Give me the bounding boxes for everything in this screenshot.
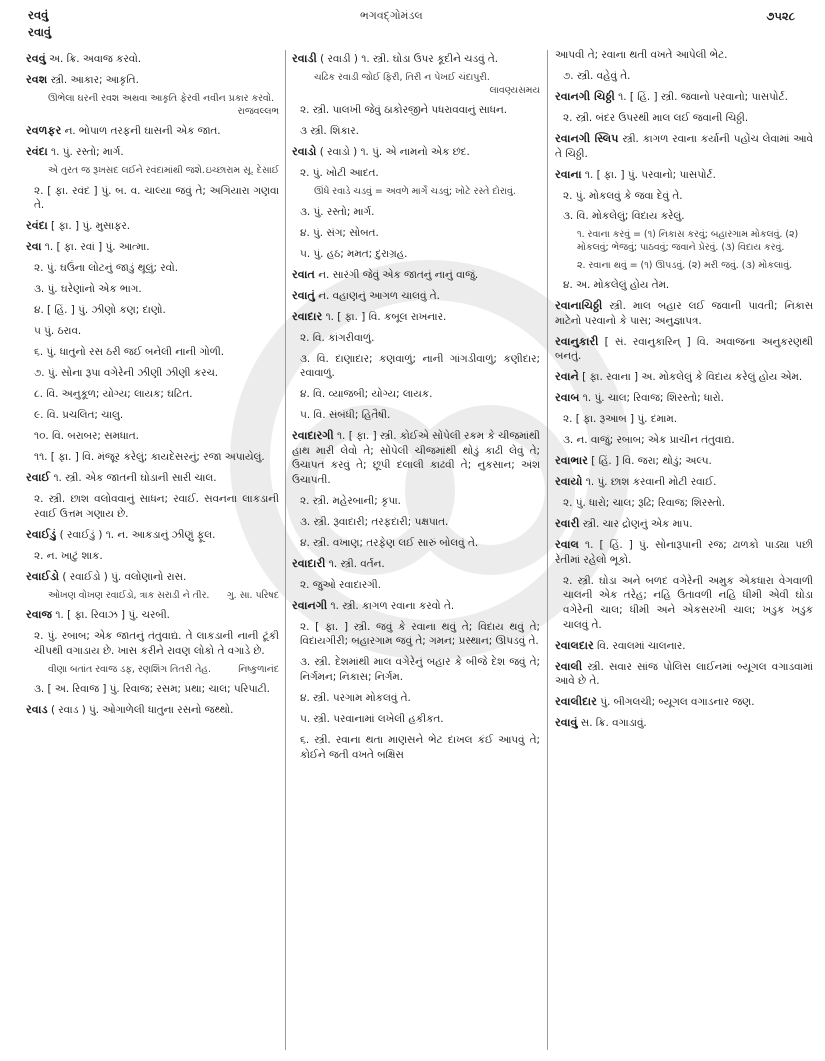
dictionary-entry [26, 145, 279, 160]
definition: ( રવાઈડું ) ૧. ન. આકડાનું ઝીણું ફૂલ. [56, 528, 216, 541]
sense-definition: ૪. અ. મોકલેલું હોય તેમ. [563, 279, 670, 292]
quotation-text: ઊભેલા ઘરની રવશ અથવા આકૃતિ ફેરવી નવીન પ્રકાર કરવો. [48, 92, 275, 104]
sense-definition: ૨. જુઓ રવાદારગી. [300, 578, 382, 591]
headword: રવાજ [26, 608, 53, 622]
sense-definition: ૩. [ અ. રિવાજ ] પું. રિવાજ; રસમ; પ્રથા; ચાલ; પરિપાટી. [34, 682, 270, 695]
definition: સ્ત્રી. આકાર; આકૃતિ. [47, 73, 139, 86]
usage-quotation [48, 589, 279, 602]
headword: રવાલીદાર [555, 695, 597, 709]
usage-quotation [577, 228, 813, 254]
sense-definition: ૨. [ ફા. રૂઆબ ] પું. દમામ. [563, 413, 678, 426]
sense-definition: ૫. વિ. સંબંધી; હિતૈષી. [300, 409, 391, 422]
usage-quotation [48, 92, 279, 118]
column-divider [285, 50, 286, 1050]
sense-definition: ૧૦. વિ. બરાબર; સમધાત. [34, 430, 139, 443]
headword: રવશ [26, 72, 48, 86]
headword: રવાના [555, 167, 582, 181]
sense-definition: ૨. સ્ત્રી. બંદર ઉપરથી માલ લઈ જવાની ચિઠ્ઠી. [563, 111, 749, 124]
column-divider [547, 50, 548, 1050]
quotation-source: ઇચ્છારામ સૂ. દેસાઈ [205, 165, 279, 177]
sense-definition: ૪. સ્ત્રી. પરગામ મોકલવું તે. [300, 691, 411, 704]
dictionary-entry [292, 289, 540, 304]
definition: સ્ત્રી. સવાર સાંજ પોલિસ લાઈનમાં બ્યૂગલ વગાડવામાં આવે છે તે. [555, 660, 813, 688]
dictionary-entry [292, 310, 540, 325]
sense-definition: ૨. પું. ખોટી આદત. [300, 167, 379, 180]
definition: ૧. [ હિં. ] પું. સોનારૂપાની રજ; ઢાળકો પાડ્યા પછી રેતીમાં રહેલો ભૂકો. [555, 539, 813, 566]
dictionary-entry [26, 219, 279, 234]
dictionary-entry [555, 660, 813, 689]
dictionary-entry [26, 528, 279, 543]
sense-definition: ૬. સ્ત્રી. રવાના થતા માણસને ભેટ દાખલ કંઈ આપવું તે; કોઈને જતી વખતે બક્ષિસ [300, 733, 540, 761]
definition: ( રવાડ ) પું. ઓગાળેલી ધાતુના રસનો જથ્થો. [47, 703, 234, 716]
dictionary-entry [292, 429, 540, 487]
sense-definition: ૨. સ્ત્રી. પાલખી જેવું ઠાકોરજીને પધરાવવાનું સાધન. [300, 104, 508, 117]
headword: રવાલી [555, 659, 583, 673]
dictionary-entry [26, 471, 279, 486]
quotation-text: ઊંધે રવાડે ચડવું = અવળે માર્ગે ચડવું; ખોટે રસ્તે દોરાવું. [314, 186, 516, 198]
headword: રવાવું [555, 716, 578, 730]
quotation-source: રાજવલ્લભ [237, 105, 279, 117]
definition: ( રવાડી ) ૧. સ્ત્રી. ઘોડા ઉપર કૂદીને ચડવું તે. [316, 53, 499, 65]
sense-definition: ૪. વિ. વ્યાજબી; યોગ્ય; લાયક. [300, 388, 433, 401]
definition: ૧. સ્ત્રી. કાગળ રવાના કરવો તે. [327, 599, 455, 612]
headword: રવાઈ [26, 471, 51, 485]
headword: રવાડ [26, 702, 48, 716]
dictionary-entry [292, 599, 540, 614]
headword: રવાઈડું [26, 527, 57, 541]
sense-definition: ૨. [ ફા. ] સ્ત્રી. જવું કે રવાના થવું તે; વિદાય થવું તે; વિદાયગીરી; બહારગામ જવું તે; ગમન; પ્રસ્થાન; ઊપડવું તે. [300, 620, 540, 648]
definition: ૧. [ ફા. રવાં ] પું. આત્મા. [41, 241, 150, 254]
dictionary-entry [292, 557, 540, 572]
sense-definition: ૩. વિ. મોકલેલું; વિદાય કરેલું. [563, 210, 685, 223]
headword: રવાદારી [292, 556, 326, 570]
dictionary-entry [555, 132, 813, 161]
quotation-text: ૨. રવાના થવું = (૧) ઊપડવું. (૨) મરી જવું. (૩) મોકલાવું. [577, 259, 793, 271]
dictionary-column-3 [555, 49, 813, 737]
sense-definition: ૩. સ્ત્રી. રૂવાદારી; તરફદારી; પક્ષપાત. [300, 515, 449, 528]
usage-quotation [577, 259, 813, 272]
dictionary-entry [26, 240, 279, 255]
headword: રવાડો [292, 145, 317, 159]
quotation-text: ઓખણ વોખણ રવાઈડો, ત્રાક સરાડી ને તીર. [48, 589, 210, 601]
definition: ૧. [ ફા. ] વિ. કબૂલ રાખનાર. [322, 310, 447, 323]
dictionary-column-2 [292, 52, 540, 769]
sense-definition: ૨. [ ફા. રવંદ ] પું. બ. વ. ચાલ્યા જવું તે; અગિયારા ગણવા તે. [34, 184, 279, 212]
definition: ૧. પું. ચાલ; રિવાજ; શિરસ્તો; ધારો. [579, 392, 724, 405]
sense-definition: ૩. વિ. દાણાદાર; કણવાળું; નાની ગાંગડીવાળું; કણીદાર; રવાવાળું. [300, 352, 540, 380]
definition: ૧. [ ફા. ] પું. પરવાનો; પાસપોર્ટ. [581, 168, 716, 181]
sense-definition: ૫. સ્ત્રી. પરવાનામાં લખેલી હકીકત. [300, 712, 444, 725]
headword: રવાનગી સ્લિપ [555, 131, 619, 145]
definition: ૧. [ હિં. ] સ્ત્રી. જવાનો પરવાનો; પાસપોર્ટ. [614, 90, 788, 103]
definition: [ હિં. ] વિ. જરા; થોડું; અલ્પ. [587, 455, 712, 468]
sense-definition: ૨. પું. રબાબ; એક જાતનું તંતુવાદ્ય. તે લાકડાની નાની ટૂંકી ચીપથી વગાડાય છે. ખાસ કરીને રાવણ લોકો તે વગાડે છે. [34, 630, 279, 657]
continued-definition: આપવી તે; રવાના થતી વખતે આપેલી ભેટ. [555, 49, 728, 61]
sense-definition: ૨. સ્ત્રી. મહેરબાની; કૃપા. [300, 494, 401, 507]
headword: રવાદારગી [292, 429, 334, 443]
definition: ૧. સ્ત્રી. વર્તન. [325, 557, 385, 570]
definition: પું. બીગલચી; બ્યૂગલ વગાડનાર જણ. [596, 696, 755, 709]
headword: રવંદા [26, 145, 48, 159]
running-title: ભગવદ્ગોમંડલ [360, 9, 423, 22]
dictionary-entry [555, 299, 813, 328]
definition: ૧. સ્ત્રી. એક જાતની ઘોડાની સારી ચાલ. [50, 472, 217, 485]
definition: સ્ત્રી. કાગળ રવાના કર્યાની પહોંચ લેવામાં આવે તે ચિઠ્ઠી. [555, 132, 813, 160]
page-number: ૭૫૨૮ [766, 9, 795, 23]
headword: રવાનાચિઠ્ઠી [555, 299, 603, 313]
dictionary-entry [555, 90, 813, 105]
definition: ( રવાઈડો ) પું. વલોણાનો રાસ. [59, 570, 187, 583]
dictionary-entry [292, 52, 540, 67]
usage-quotation [314, 185, 540, 198]
headword: રવાયો [555, 475, 583, 489]
sense-definition: ૫. પું. હઠ; મમત; દુરાગ્રહ. [300, 247, 408, 260]
sense-definition: ૭. સ્ત્રી. વહેવું તે. [563, 69, 631, 82]
dictionary-column-1 [26, 52, 279, 724]
headword: રવાલદાર [555, 638, 594, 652]
headword: રવળફર [26, 124, 62, 138]
sense-definition: ૭. પું. સોના રૂપા વગેરેની ઝીણી ઝીણી કરચ. [34, 367, 219, 380]
page-header [0, 0, 825, 48]
dictionary-entry [26, 52, 279, 67]
dictionary-entry [555, 538, 813, 567]
sense-definition: ૩. સ્ત્રી. દેશમાંથી માલ વગેરેનું બહાર કે બીજે દેશ જવું તે; નિર્ગમન; નિકાસ; નિર્ગમ. [300, 656, 540, 683]
headword: રવા [26, 240, 42, 254]
sense-definition: ૨. સ્ત્રી. ઘોડા અને બળદ વગેરેની અમુક એકધારા વેગવાળી ચાલની એક તરેહ; નહિ ઉતાવળી નહિ ધીમી એવી ઘોડા વગેરેની ચાલ; ધીમી અને એકસરખી ચાલ; ખડુક ખડુક ચાલવું તે. [563, 574, 813, 631]
usage-quotation [48, 164, 279, 177]
definition: [ સં. રવાનુકારિન્ ] વિ. અવાજના અનુકરણથી બનતું. [555, 335, 813, 363]
sense-definition: ૨. પું. ધારો; ચાલ; રૂઢિ; રિવાજ; શિરસ્તો. [563, 497, 726, 510]
definition: ન. સારંગી જેવું એક જાતનું નાનું વાજું. [314, 268, 479, 281]
usage-quotation [314, 71, 540, 97]
headword: રવવું [26, 52, 46, 65]
quotation-text: વીણા બતાંત રવાજ ડફ, રણશિંગ તિતરી તેહ. [48, 663, 211, 675]
headword: રવાતું [292, 288, 315, 302]
headword: રવાબ [555, 391, 580, 405]
dictionary-entry [292, 145, 540, 160]
quotation-text: એ તુરત જ રૂખસદ લઈને રવંદામાંથી જશે. [48, 165, 205, 177]
sense-definition: ૨. ન. ખાટું શાક. [34, 549, 103, 562]
dictionary-entry [555, 475, 813, 490]
definition: ( રવાડો ) ૧. પું. એ નામનો એક છંદ. [316, 146, 470, 159]
definition: ૧. [ ફા. રિવાઝ ] પું. ચરબી. [52, 609, 170, 622]
sense-definition: ૪. સ્ત્રી. વખાણ; તરફેણ લઈ સારું બોલવું તે. [300, 536, 479, 549]
definition: સ. ક્રિ. વગાડાવું. [577, 717, 647, 730]
headword: રવાભાર [555, 454, 588, 468]
sense-definition: ૯. વિ. પ્રચલિત; ચાલુ. [34, 409, 124, 422]
dictionary-entry [292, 268, 540, 283]
definition: ૧. પું. છાશ કરવાની મોટી રવાઈ. [582, 476, 717, 489]
definition: ન. ભોપાળ તરફની ઘાસની એક જાત. [61, 125, 221, 138]
quotation-source: ગુ. સા. પરિષદ [226, 589, 279, 601]
headword: રવાને [555, 370, 579, 384]
sense-definition: ૨. સ્ત્રી. છાશ વલોવવાનું સાધન; રવાઈ. સવનના લાકડાની રવાઈ ઉત્તમ ગણાય છે. [34, 493, 279, 520]
sense-definition: ૩ સ્ત્રી. શિકાર. [300, 125, 359, 138]
dictionary-entry [555, 335, 813, 364]
headword: રવાઈડો [26, 569, 60, 583]
dictionary-entry [555, 454, 813, 469]
dictionary-entry [26, 570, 279, 585]
sense-definition: ૧૧. [ ફા. ] વિ. મંજૂર કરેલું; કાયદેસરનું; રજા અપાયેલું. [34, 451, 265, 464]
headword: રવાલ [555, 538, 579, 552]
definition: ન. વહાણનું આગળ ચાલવું તે. [314, 289, 440, 302]
headword: રવંદા [26, 219, 48, 233]
headword: રવાનગી ચિઠ્ઠી [555, 89, 615, 103]
definition: ૧. પું. રસ્તો; માર્ગ. [47, 146, 124, 159]
usage-quotation [48, 663, 279, 676]
quotation-source: નિષ્કુળાનંદ [238, 663, 279, 675]
dictionary-entry [26, 124, 279, 139]
sense-definition: ૨. પું. મોકલવું કે જવા દેવું તે. [563, 189, 683, 202]
definition: [ ફા. ] પું. મુસાફર. [47, 220, 131, 233]
headword: રવાદાર [292, 309, 323, 323]
headword: રવાડી [292, 52, 317, 65]
guide-word-first: રવવું [28, 8, 49, 22]
dictionary-entry [555, 168, 813, 183]
sense-definition: ૬. પું. ધાતુનો રસ ઠરી જઈ બનેલી નાની ગોળી. [34, 346, 225, 359]
dictionary-entry [555, 391, 813, 406]
guide-word-last: રવાવું [28, 25, 52, 39]
sense-definition: ૮. વિ. અનુકૂળ; યોગ્ય; લાયક; ઘટિત. [34, 388, 193, 401]
sense-definition: ૪. પું. સંગ; સોબત. [300, 226, 379, 239]
dictionary-entry [555, 695, 813, 710]
definition: અ. ક્રિ. અવાજ કરવો. [45, 53, 142, 65]
sense-definition: ૩. પું. ઘરેણાંનો એક ભાગ. [34, 283, 142, 296]
definition: સ્ત્રી. ચાર દ્રોણનું એક માપ. [579, 518, 693, 531]
sense-definition: ૨. પું. ઘઉંના લોટનું જાડું થૂલું; રવો. [34, 262, 179, 275]
definition: [ ફા. રવાના ] અ. મોકલેલું કે વિદાય કરેલું હોય એમ. [578, 371, 803, 384]
headword: રવારી [555, 517, 580, 531]
sense-definition: ૫ પું. ઠરાવ. [34, 325, 82, 338]
headword: રવાનગી [292, 598, 328, 612]
dictionary-entry [26, 73, 279, 88]
dictionary-entry [555, 716, 813, 731]
dictionary-entry [555, 639, 813, 654]
sense-definition: ૩. પું. રસ્તો; માર્ગ. [300, 205, 375, 218]
dictionary-entry [26, 608, 279, 623]
definition: ૧. [ ફા. ] સ્ત્રી. કોઈએ સોંપેલી રકમ કે ચીજમાંથી હાથ મારી લેવો તે; સોંપેલી ચીજમાંથી થોડું કાઢી લેવું તે; ઉચાપત કરવું તે; છૂપી દલાલી કાઢવી તે; નુકસાન; અંશ ઉચાપતી. [292, 430, 540, 486]
headword: રવાનુકારી [555, 334, 599, 348]
dictionary-entry [26, 703, 279, 718]
sense-definition: ૪. [ હિં. ] પું. ઝીણો કણ; દાણો. [34, 304, 166, 317]
quotation-text: ચઢિક રવાડી જોઈ ફિરી, તિરી ન પેખઈ ચંદાપુરી. [314, 71, 490, 83]
definition: વિ. રવાલમાં ચાલનાર. [593, 639, 686, 652]
headword: રવાત [292, 267, 315, 281]
sense-definition: ૨. વિ. કાંગરીવાળું. [300, 331, 375, 344]
definition: સ્ત્રી. માલ બહાર લઈ જવાની પાવતી; નિકાસ માટેનો પરવાનો કે પાસ; અનુજ્ઞાપત્ર. [555, 300, 813, 327]
sense-definition: ૩. ન. વાજું; રબાબ; એક પ્રાચીન તંતુવાદ્ય. [563, 434, 735, 447]
dictionary-entry [555, 517, 813, 532]
quotation-text: ૧. રવાના કરવું = (૧) નિકાસ કરવું; બહારગામ મોકલવું. (૨) મોકલવું; ભેજવું; પાઠવવું; જવાને પ્રેરવું. (૩) વિદાય કરવું. [577, 229, 799, 254]
quotation-source: લાવણ્યસમય [489, 84, 540, 96]
dictionary-entry [555, 370, 813, 385]
